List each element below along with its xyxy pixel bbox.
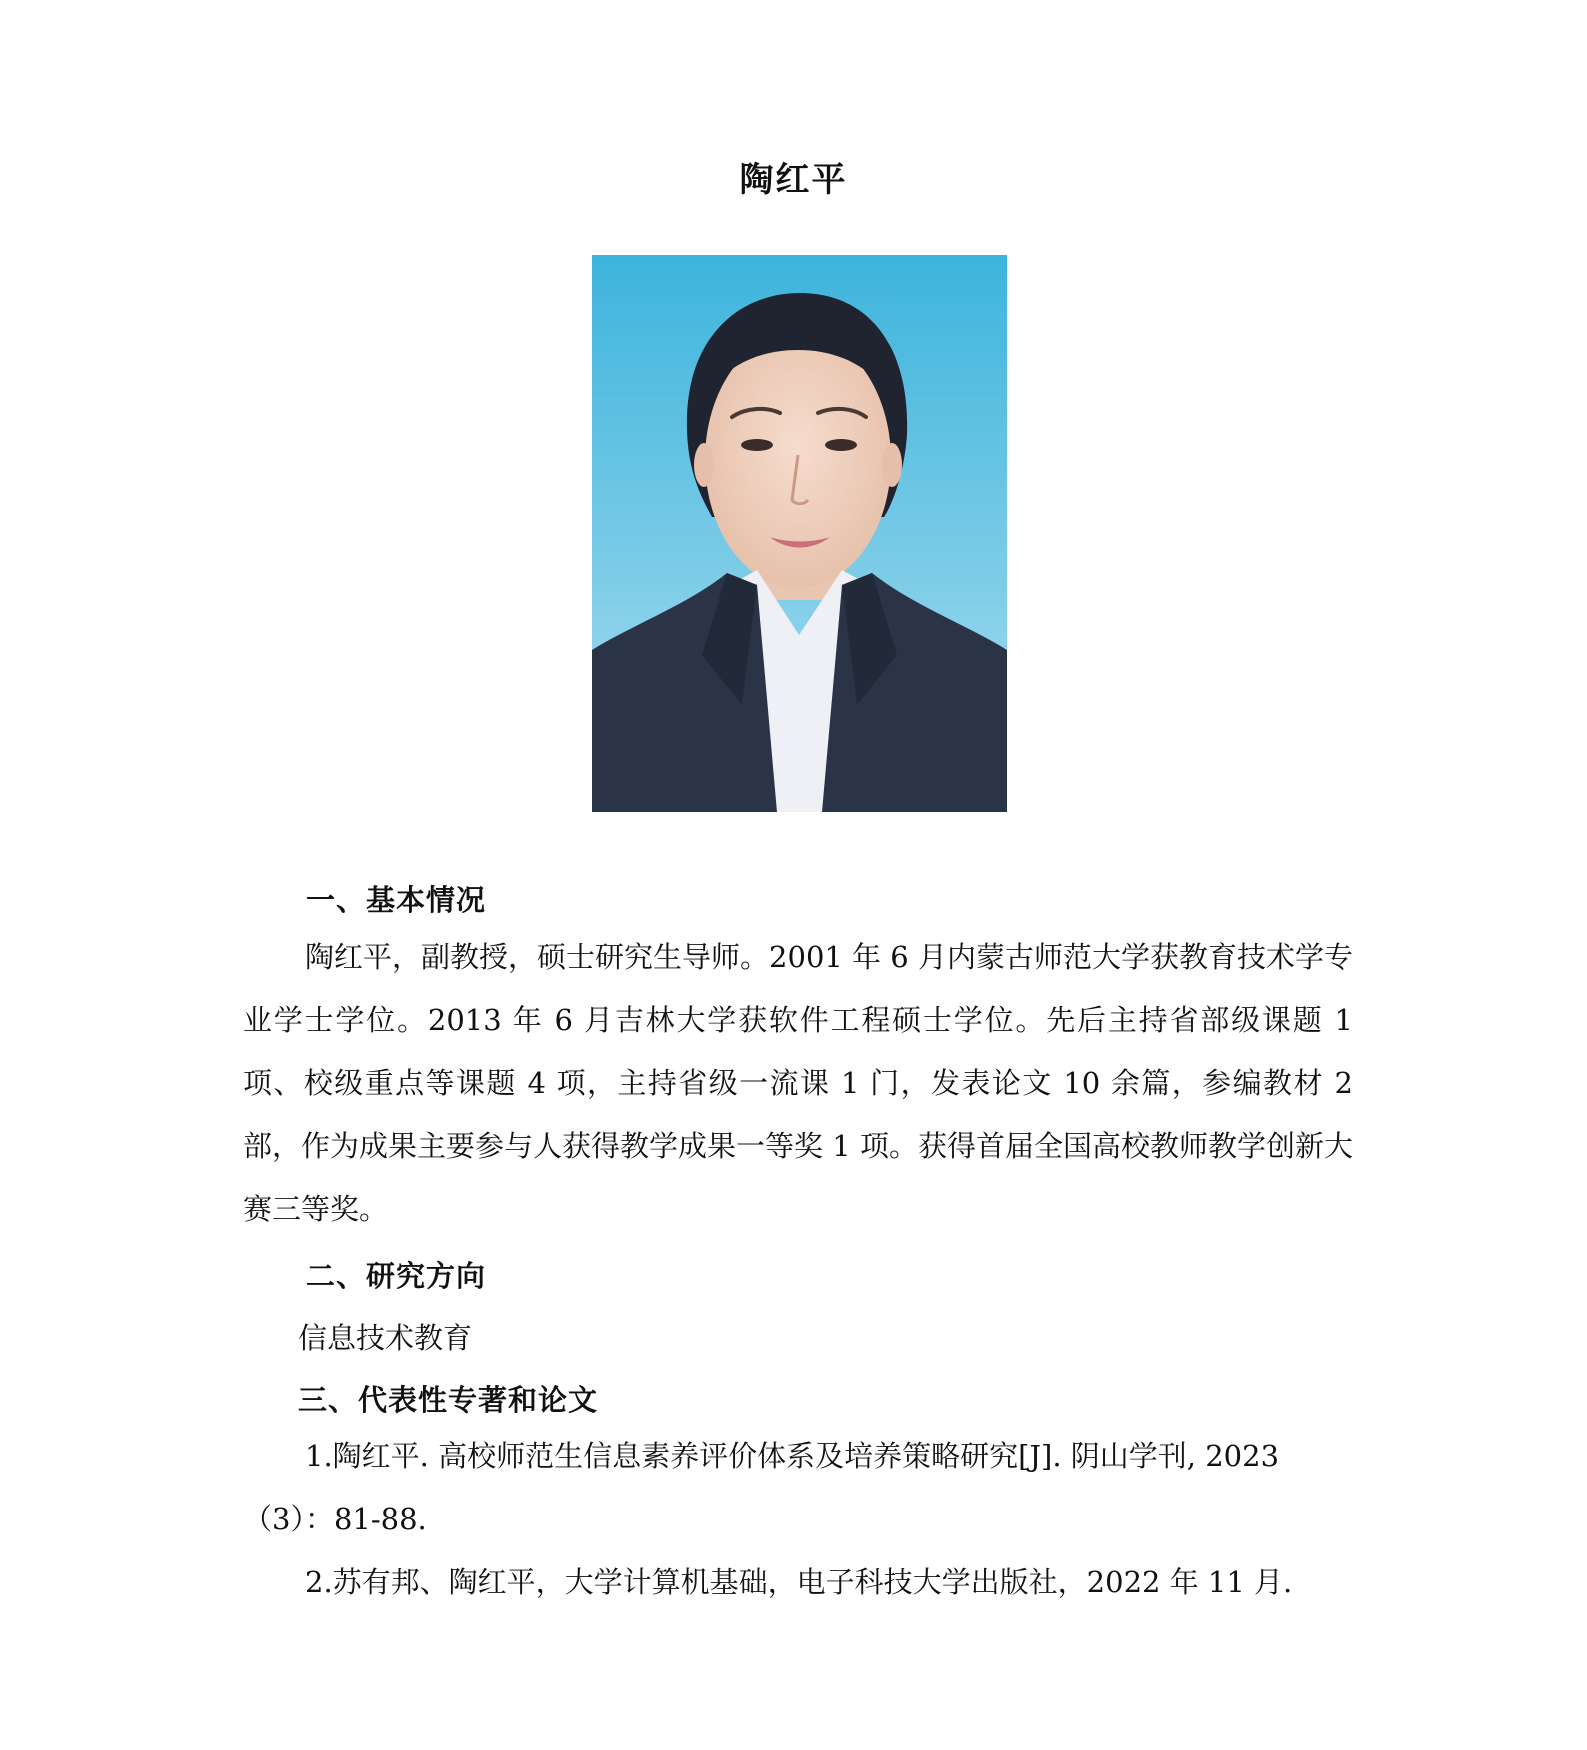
page-title: 陶红平 [739,160,848,200]
section-heading-publications: 三、代表性专著和论文 [298,1383,599,1417]
publication-item: 2.苏有邦、陶红平，大学计算机基础，电子科技大学出版社，2022 年 11 月. [305,1565,1293,1599]
publication-item: 1.陶红平. 高校师范生信息素养评价体系及培养策略研究[J]. 阴山学刊, 2023（3）：81-88. [243,1439,1280,1536]
portrait-photo [592,255,1007,812]
research-direction-text: 信息技术教育 [298,1321,473,1355]
section-heading-basic: 一、基本情况 [306,883,487,917]
section-heading-research: 二、研究方向 [306,1259,487,1293]
basic-info-paragraph: 陶红平，副教授，硕士研究生导师。2001 年 6 月内蒙古师范大学获教育技术学专业学士学位。2013 年 6 月吉林大学获软件工程硕士学位。先后主持省部级课题 1 项、校级重点等课题 4 项，主持省级一流课 1 门，发表论文 10 余篇，参编教材 2 部，作为成果主要参与人获得教学成果一等奖 1 项。获得首届全国高校教师教学创新大赛三等奖。 [243,940,1353,1226]
